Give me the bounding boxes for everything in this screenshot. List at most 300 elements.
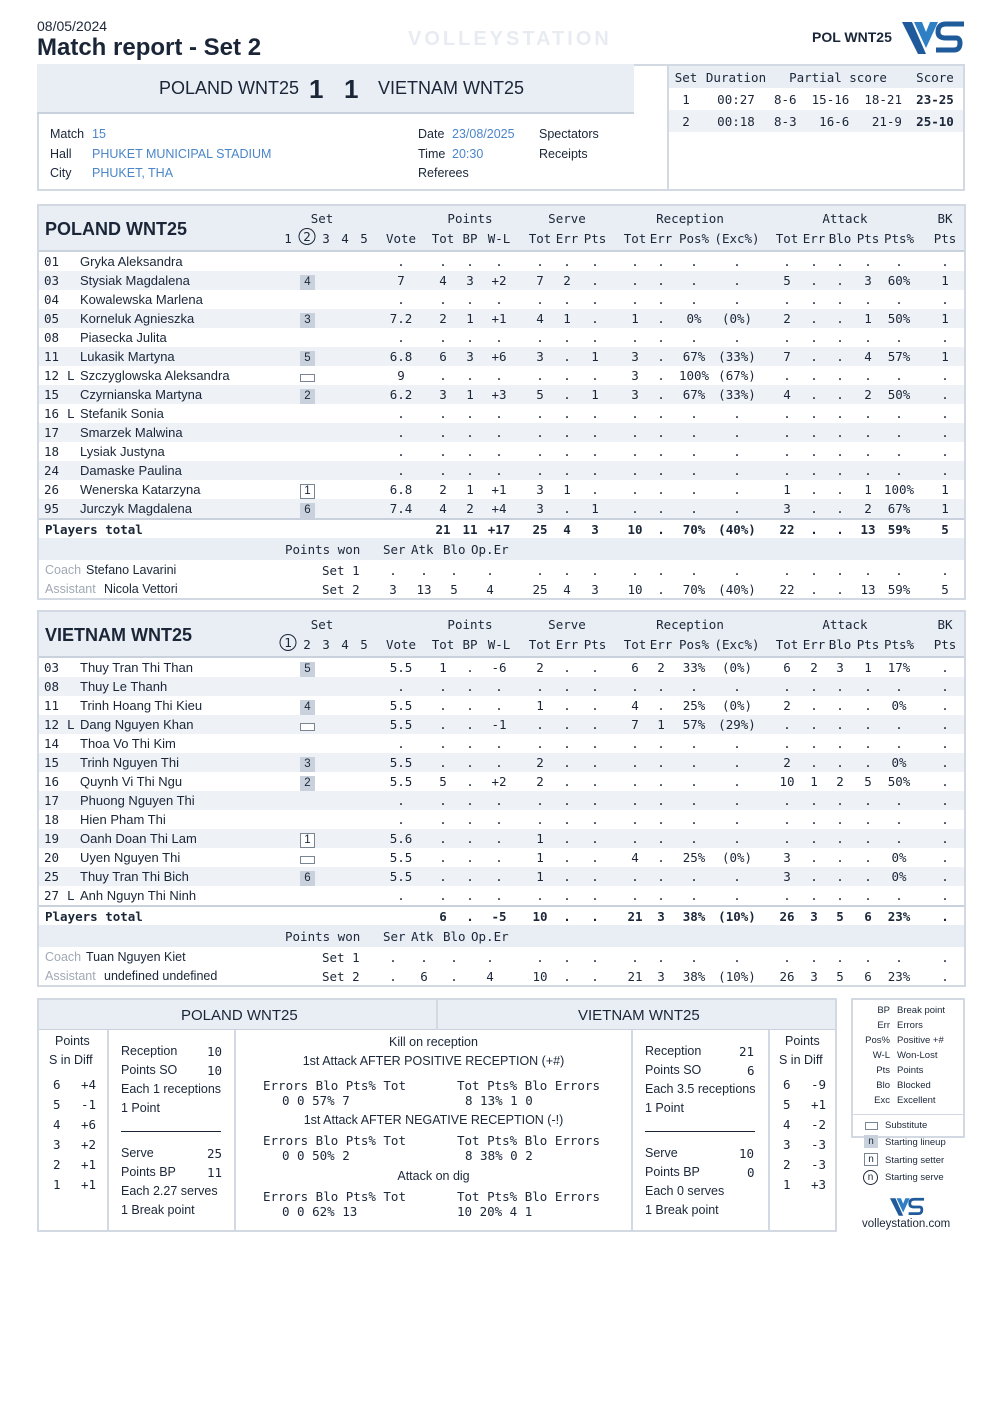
page-title: Match report - Set 2 [37,34,262,61]
legend-item [853,1020,963,1035]
col-subheader-pts: Pts [933,231,957,246]
stat-bk: . [941,774,949,789]
rotation-number: 3 [53,1137,61,1152]
report-date: 08/05/2024 [37,18,108,34]
position-number: 5 [300,351,315,366]
player-vote: . [397,793,405,808]
stat-st: 7 [536,273,544,288]
stat-sp: . [591,736,599,751]
stat-rx: . [733,292,741,307]
player-vote: 5.6 [389,831,413,846]
stat-tot: . [439,425,447,440]
total-apc: 59% [887,522,911,537]
stat-ae: . [810,425,818,440]
stat-apc: . [895,679,903,694]
player-number: 17 [44,425,60,440]
position-number: 2 [300,389,315,404]
player-name: Dang Nguyen Khan [80,717,194,732]
set-number: 2 [669,110,703,132]
duration-header: Duration [703,66,769,88]
reception-col-header: Reception [656,617,724,632]
home-serve-row [121,1144,223,1163]
stat-bp: . [466,444,474,459]
set-col-header: Set [310,617,334,632]
player-vote: 5.5 [389,774,413,789]
player-name: Wenerska Katarzyna [80,482,201,497]
stat-apc: . [895,717,903,732]
pw-rp: . [690,563,698,578]
pw-apc: . [895,950,903,965]
col-subheader-pts: Pts [583,637,607,652]
set-number-4: 4 [341,231,349,246]
partial-2: 16-6 [819,113,850,129]
stat-ab: 3 [836,660,844,675]
total-rx: (10%) [718,909,756,924]
stat-bp: . [466,425,474,440]
stat-ab: . [836,482,844,497]
stat-ab: . [836,793,844,808]
stat-apc: 50% [887,774,911,789]
stat-tot: . [439,812,447,827]
stat-sp: . [591,717,599,732]
player-row [39,480,964,499]
player-row [39,347,964,366]
pw-atk: . [420,950,428,965]
stat-se: 1 [563,482,571,497]
pw-rp: . [690,950,698,965]
rotation-row [781,1117,831,1137]
stat-bp: 1 [466,482,474,497]
stat-tot: . [439,254,447,269]
stat-rt: 3 [631,368,639,383]
player-number: 15 [44,755,60,770]
stat-ae: . [810,387,818,402]
assistant-name: Nicola Vettori [104,582,178,596]
home-reception-row [121,1042,221,1061]
player-vote: . [397,330,405,345]
stat-rx: . [733,755,741,770]
pw-re: 3 [657,969,665,984]
stat-re: . [657,850,665,865]
stat-bk: . [941,812,949,827]
stat-bp: . [466,330,474,345]
pw-st: 25 [532,582,548,597]
rotation-row [51,1157,101,1177]
away-each-serves: Each 0 serves [645,1184,725,1198]
stat-at: . [783,330,791,345]
points-col-header: Points [447,617,493,632]
total-ae: . [810,522,818,537]
stat-at: 5 [783,273,791,288]
player-row [39,366,964,385]
player-row [39,385,964,404]
pw-re: . [657,950,665,965]
stat-rp: . [690,888,698,903]
player-number: 01 [44,254,60,269]
stat-ab: . [836,330,844,345]
stat-st: 3 [536,349,544,364]
pw-ap: 13 [860,582,876,597]
stat-sp: . [591,425,599,440]
stat-rx: . [733,774,741,789]
stat-rx: (0%) [721,850,753,865]
pw-rx: . [733,950,741,965]
stat-rt: . [631,254,639,269]
col-subheader-wl: W-L [487,231,511,246]
stat-rt: . [631,679,639,694]
col-subheader-err: Err [555,231,579,246]
partial-3: 18-21 [864,91,902,107]
stat-bk: 1 [941,273,949,288]
stat-re: . [657,501,665,516]
rotation-number: 4 [783,1117,791,1132]
stat-ab: . [836,888,844,903]
player-vote: . [397,679,405,694]
away-rotation-list [781,1077,831,1197]
stat-bk: . [941,869,949,884]
col-subheader-err: Err [649,637,673,652]
stat-re: . [657,463,665,478]
stat-ap: 3 [864,273,872,288]
stat-wl: -6 [491,660,507,675]
stat-bp: . [466,717,474,732]
stat-rx: . [733,254,741,269]
pw-rp: 70% [682,582,706,597]
stat-wl: . [495,888,503,903]
stat-tot: . [439,406,447,421]
pw-sp: . [591,950,599,965]
serve-label: Serve [121,1146,154,1160]
player-vote: . [397,425,405,440]
assistant-label: Assistant [45,969,96,983]
stat-st: 1 [536,850,544,865]
stat-rp: 25% [682,850,706,865]
stat-re: . [657,831,665,846]
stat-wl: . [495,812,503,827]
stat-rt: 1 [631,311,639,326]
stat-st: . [536,812,544,827]
stat-bk: . [941,330,949,345]
stat-re: . [657,736,665,751]
player-number: 24 [44,463,60,478]
stat-rx: (0%) [721,698,753,713]
rotation-number: 1 [53,1177,61,1192]
kill-header-left: Errors Blo Pts% Tot [263,1078,406,1093]
stat-se: . [563,869,571,884]
pso-label: Points SO [645,1063,702,1077]
pw-se: . [563,563,571,578]
stat-apc: . [895,736,903,751]
stat-rt: . [631,406,639,421]
stat-at: . [783,717,791,732]
stat-rt: . [631,482,639,497]
stat-wl: . [495,850,503,865]
stat-se: . [563,444,571,459]
rotation-number: 1 [783,1177,791,1192]
pw-ser: . [389,969,397,984]
player-number: 18 [44,444,60,459]
stat-rt: . [631,888,639,903]
stat-ab: . [836,869,844,884]
stat-apc: 0% [891,755,907,770]
col-subheader-pts: Pts [583,231,607,246]
total-tot: 21 [435,522,451,537]
rotation-diff: -9 [811,1077,827,1092]
stat-ap: . [864,698,872,713]
partial-1: 8-3 [774,113,797,129]
match-label: Match [50,127,85,141]
player-name: Lukasik Martyna [80,349,175,364]
match-details-right [539,125,599,164]
stat-se: . [563,463,571,478]
stat-re: . [657,387,665,402]
stat-ab: . [836,254,844,269]
player-vote: 7.2 [389,311,413,326]
set-number-2 [299,228,316,245]
stat-bk: . [941,888,949,903]
stat-tot: . [439,717,447,732]
col-subheader-vote: Vote [385,637,417,652]
stat-ae: . [810,463,818,478]
player-vote: . [397,736,405,751]
pw-ap: 6 [864,969,872,984]
away-each-receptions: Each 3.5 receptions [645,1082,756,1096]
stat-tot: . [439,330,447,345]
stat-tot: 4 [439,273,447,288]
player-row [39,772,964,791]
stat-rp: . [690,406,698,421]
poland-points-won-header [39,538,964,560]
stat-ab: . [836,349,844,364]
reception-value: 10 [207,1044,223,1059]
rotation-number: 3 [783,1137,791,1152]
col-subheader-err: Err [802,637,826,652]
player-number: 12 [44,717,60,732]
stat-ab: . [836,463,844,478]
stat-rp: . [690,736,698,751]
player-number: 18 [44,812,60,827]
stat-rx: (33%) [718,387,756,402]
pw-ope: 4 [486,582,494,597]
stat-tot: . [439,698,447,713]
stat-bk: 1 [941,349,949,364]
stat-rt: . [631,501,639,516]
pbp-label: Points BP [645,1165,700,1179]
total-se: 4 [563,522,571,537]
stat-bk: . [941,793,949,808]
rotation-row [781,1157,831,1177]
stat-rt: 3 [631,349,639,364]
set-number-3: 3 [322,637,330,652]
stat-rt: . [631,774,639,789]
stat-rx: . [733,831,741,846]
pso-label: Points SO [121,1063,178,1077]
legend-item [853,1050,963,1065]
serve-label: Serve [645,1146,678,1160]
player-row [39,810,964,829]
home-point: 1 Point [121,1101,160,1115]
stat-ae: . [810,679,818,694]
stat-ae: . [810,869,818,884]
legend-abbr: Err [877,1020,890,1031]
stat-bp: . [466,463,474,478]
away-pbp-row [645,1163,755,1182]
divider [768,1030,770,1232]
away-point: 1 Point [645,1101,684,1115]
stat-rt: . [631,812,639,827]
legend-abbr: BP [877,1005,890,1016]
total-ab: 5 [836,909,844,924]
stat-bp: . [466,755,474,770]
stat-ab: . [836,406,844,421]
total-bk: 5 [941,522,949,537]
position-number: 3 [300,313,315,328]
stat-sp: . [591,679,599,694]
stat-re: . [657,679,665,694]
set1-label: Set 1 [322,563,360,578]
serve-value: 10 [739,1146,755,1161]
col-subheader-ptsp: Pts% [883,231,915,246]
col-subheader-bp: BP [462,231,478,246]
total-ab: . [836,522,844,537]
coach-label: Coach [45,563,82,577]
stat-rp: . [690,273,698,288]
stat-wl: +2 [491,273,507,288]
match-details-left [50,125,84,184]
stat-tot: . [439,463,447,478]
total-apc: 23% [887,909,911,924]
away-serve-block [645,1144,755,1220]
receipts-label: Receipts [539,146,588,161]
col-subheader-tot: Tot [623,637,647,652]
legend-divider [853,1114,963,1115]
libero-marker: L [67,888,75,903]
stat-re: . [657,273,665,288]
stat-rt: . [631,755,639,770]
dig-left-values: 0 0 62% 13 [282,1204,358,1219]
stat-ae: . [810,330,818,345]
set2-label: Set 2 [322,582,360,597]
stat-wl: . [495,679,503,694]
stat-rp: . [690,812,698,827]
player-name: Czyrnianska Martyna [80,387,203,402]
stat-rp: . [690,425,698,440]
reception-col-header: Reception [656,211,724,226]
stat-re: . [657,444,665,459]
stat-rt: 6 [631,660,639,675]
stat-ab: . [836,736,844,751]
stat-ab: . [836,311,844,326]
stat-bk: . [941,850,949,865]
stat-tot: 5 [439,774,447,789]
rotation-row [781,1137,831,1157]
stat-ap: . [864,463,872,478]
stat-re: . [657,349,665,364]
stat-at: . [783,793,791,808]
stat-at: 1 [783,482,791,497]
player-name: Quynh Vi Thi Ngu [80,774,183,789]
dig-right-values: 10 20% 4 1 [457,1204,533,1219]
assistant-label: Assistant [45,582,96,596]
stat-se: . [563,698,571,713]
stat-rp: . [690,774,698,789]
stat-ae: . [810,793,818,808]
stat-re: 1 [657,717,665,732]
stat-se: . [563,349,571,364]
player-row [39,252,964,271]
stat-ae: . [810,444,818,459]
col-subheader-err: Err [649,231,673,246]
stat-ae: . [810,698,818,713]
stat-ae: 2 [810,660,818,675]
stat-rt: . [631,330,639,345]
stat-rt: 4 [631,850,639,865]
stat-bp: . [466,869,474,884]
stat-ae: . [810,292,818,307]
player-vote: . [397,292,405,307]
libero-marker: L [67,368,75,383]
col-subheader-err: Err [555,637,579,652]
position-number: 1 [300,484,315,499]
stat-rx: . [733,679,741,694]
stat-tot: . [439,292,447,307]
position-number: 6 [300,503,315,518]
atk-label: Atk [411,542,434,557]
stat-wl: . [495,330,503,345]
legend-desc: Blocked [897,1080,931,1091]
total-st: 10 [532,909,548,924]
oper-label: Op.Er [471,542,509,557]
home-reception-block [121,1042,221,1118]
away-serve-row [645,1144,755,1163]
stat-re: . [657,774,665,789]
pw-ab: . [836,950,844,965]
pw-ae: . [810,582,818,597]
poland-coach-row [39,560,964,579]
player-name: Jurczyk Magdalena [80,501,192,516]
total-rp: 70% [682,522,706,537]
stat-bp: . [466,812,474,827]
section-dig: Attack on dig [397,1169,470,1183]
rotation-number: 6 [53,1077,61,1092]
site-link[interactable]: volleystation.com [862,1218,951,1230]
player-name: Oanh Doan Thi Lam [80,831,197,846]
partial-2: 15-16 [811,91,850,107]
position-number: 5 [300,662,315,677]
stat-se: . [563,812,571,827]
pw-re: . [657,582,665,597]
poland-assistant-row [39,579,964,598]
player-name: Thuy Le Thanh [80,679,168,694]
stat-bp: 1 [466,387,474,402]
stat-re: . [657,425,665,440]
partial-1: 8-6 [774,91,797,107]
stat-se: . [563,774,571,789]
player-number: 20 [44,850,60,865]
col-subheader-blo: Blo [828,637,852,652]
players-total-label: Players total [45,522,143,537]
stat-bk: . [941,292,949,307]
stat-tot: 2 [439,482,447,497]
stat-st: 1 [536,698,544,713]
stat-bp: 2 [466,501,474,516]
player-number: 03 [44,660,60,675]
stat-rx: . [733,482,741,497]
stat-rp: 0% [686,311,702,326]
stat-apc: 100% [883,482,915,497]
stat-tot: 6 [439,349,447,364]
pw-ope: . [486,950,494,965]
